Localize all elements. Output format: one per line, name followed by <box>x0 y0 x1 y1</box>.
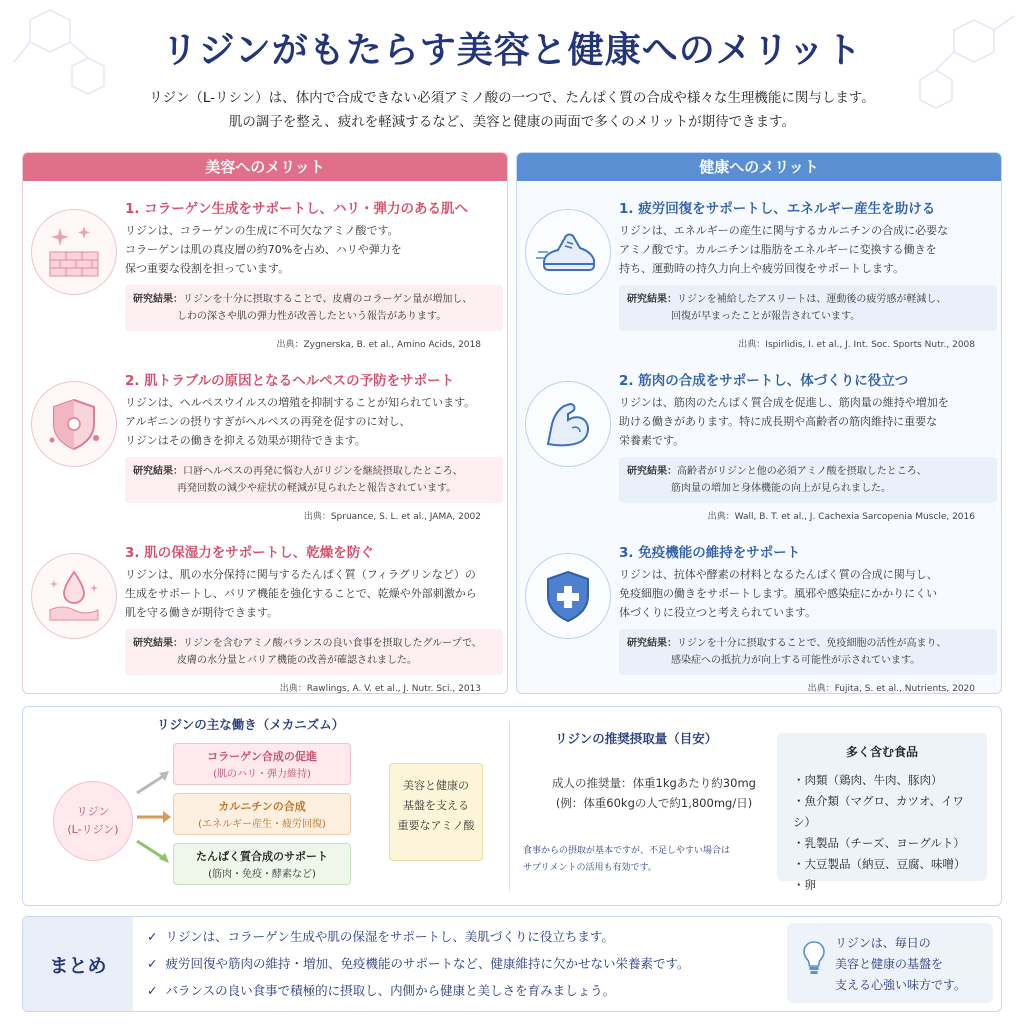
benefit-title: 3. 肌の保湿力をサポートし、乾燥を防ぐ <box>125 545 374 561</box>
research-result <box>125 629 503 675</box>
food-item: ・肉類（鶏肉、牛肉、豚肉） <box>793 773 943 787</box>
source-citation: 出典：Spruance, S. L. et al., JAMA, 2002 <box>303 512 481 522</box>
benefit-title: 2. 肌トラブルの原因となるヘルペスの予防をサポート <box>125 373 455 389</box>
description-line: コラーゲンは肌の真皮層の約70%を占め、ハリや弾力を <box>125 243 402 256</box>
intake-title: リジンの推奨摂取量（目安） <box>555 731 718 746</box>
health-item <box>517 369 1001 541</box>
mechanism-box-sub: (エネルギー産生・疲労回復) <box>198 819 326 830</box>
research-text: 高齢者がリジンと他の必須アミノ酸を摂取したところ、 <box>677 466 927 477</box>
research-label: 研究結果： <box>133 294 183 305</box>
foods-list <box>789 770 975 896</box>
summary-point <box>147 950 690 977</box>
summary-label: まとめ <box>23 917 133 1011</box>
research-result <box>125 457 503 503</box>
section-divider <box>509 721 510 891</box>
research-result <box>619 457 997 503</box>
source-citation: 出典：Wall, B. T. et al., J. Cachexia Sarcopenia Muscle, 2016 <box>707 512 975 522</box>
research-label: 研究結果： <box>133 466 183 477</box>
benefit-description <box>619 393 991 450</box>
tip-box <box>787 923 993 1003</box>
check-icon: ✓ <box>147 929 158 944</box>
muscle-arm-icon <box>525 381 611 467</box>
description-line: アルギニンの摂りすぎがヘルペスの再発を促すのに対し、 <box>125 415 411 428</box>
research-label: 研究結果： <box>133 638 183 649</box>
mechanism-box-carnitine <box>173 793 351 835</box>
intro-line: 肌の調子を整え、疲れを軽減するなど、美容と健康の両面で多くのメリットが期待できます。 <box>228 114 796 130</box>
beauty-panel <box>22 152 508 694</box>
benefit-title: 1. 疲労回復をサポートし、エネルギー産生を助ける <box>619 201 936 217</box>
tip-line: 美容と健康の基盤を <box>835 957 944 971</box>
intake-line: 成人の推奨量：体重1kgあたり約30mg <box>552 776 756 790</box>
beauty-item <box>23 541 507 694</box>
check-icon: ✓ <box>147 983 158 998</box>
description-line: リジンは、ヘルペスウイルスの増殖を抑制することが知られています。 <box>125 396 476 409</box>
research-label: 研究結果： <box>627 294 677 305</box>
food-item: ・卵 <box>793 878 816 892</box>
benefit-title: 1. コラーゲン生成をサポートし、ハリ・弾力のある肌へ <box>125 201 468 217</box>
beauty-panel-heading: 美容へのメリット <box>23 153 507 181</box>
tip-text <box>835 933 966 996</box>
health-panel <box>516 152 1002 694</box>
source-citation: 出典：Fujita, S. et al., Nutrients, 2020 <box>807 684 975 694</box>
description-line: 体づくりに役立つと考えられています。 <box>619 606 817 619</box>
description-line: 肌を守る働きが期待できます。 <box>125 606 279 619</box>
summary-point-text: リジンは、コラーゲン生成や肌の保湿をサポートし、美肌づくりに役立ちます。 <box>165 929 614 944</box>
summary-point-text: バランスの良い食事で積極的に摂取し、内側から健康と美しさを育みましょう。 <box>165 983 616 998</box>
foods-box <box>777 733 987 892</box>
mechanism-box-label: たんぱく質合成のサポート <box>196 850 328 863</box>
description-line: 持ち、運動時の持久力向上や疲労回復をサポートします。 <box>619 262 905 275</box>
description-line: 保つ重要な役割を担っています。 <box>125 262 290 275</box>
shield-cross-icon <box>525 553 611 639</box>
summary-point-text: 疲労回復や筋肉の維持・増加、免疫機能のサポートなど、健康維持に欠かせない栄養素です。 <box>165 956 690 971</box>
benefit-title: 2. 筋肉の合成をサポートし、体づくりに役立つ <box>619 373 909 389</box>
benefit-title: 3. 免疫機能の維持をサポート <box>619 545 801 561</box>
research-text: 皮膚の水分量とバリア機能の改善が確認されました。 <box>177 655 417 666</box>
description-line: リジンは、コラーゲンの生成に不可欠なアミノ酸です。 <box>125 224 399 237</box>
health-item <box>517 197 1001 369</box>
intro-line: リジン（L-リシン）は、体内で合成できない必須アミノ酸の一つで、たんぱく質の合成や様々な生理機能に関与します。 <box>149 90 875 106</box>
research-text: リジンを補給したアスリートは、運動後の疲労感が軽減し、 <box>677 294 947 305</box>
health-panel-heading: 健康へのメリット <box>517 153 1001 181</box>
arrow-icon <box>133 755 177 875</box>
description-line: アミノ酸です。カルニチンは脂肪をエネルギーに変換する働きを <box>619 243 937 256</box>
mechanism-box-sub: (肌のハリ・弾力維持) <box>213 769 311 780</box>
summary-point <box>147 923 690 950</box>
page-title: リジンがもたらす美容と健康へのメリット <box>161 29 863 71</box>
foods-title: 多く含む食品 <box>845 745 918 759</box>
mechanism-box-label: カルニチンの合成 <box>218 800 306 813</box>
lysine-sublabel: (L-リジン) <box>67 823 119 836</box>
source-citation: 出典：Ispirlidis, I. et al., J. Int. Soc. Sports Nutr., 2008 <box>738 340 975 350</box>
description-line: 免疫細胞の働きをサポートします。風邪や感染症にかかりにくい <box>619 587 938 600</box>
description-line: 生成をサポートし、バリア機能を強化することで、乾燥や外部刺激から <box>125 587 477 600</box>
benefit-description <box>619 221 991 278</box>
intake-note-line: サプリメントの活用も有効です。 <box>523 863 657 873</box>
description-line: 助ける働きがあります。特に成長期や高齢者の筋肉維持に重要な <box>619 415 938 428</box>
summary-list <box>147 923 690 1004</box>
summary-section <box>22 916 1002 1012</box>
research-text: 口唇ヘルペスの再発に悩む人がリジンを継続摂取したところ、 <box>183 466 463 477</box>
benefit-description <box>125 221 497 278</box>
source-citation: 出典：Rawlings, A. V. et al., J. Nutr. Sci., 2013 <box>279 684 481 694</box>
mechanism-result-line: 美容と健康の <box>403 779 469 792</box>
check-icon: ✓ <box>147 956 158 971</box>
mechanism-section <box>22 706 1002 906</box>
mechanism-result-line: 重要なアミノ酸 <box>397 819 475 832</box>
source-citation: 出典：Zygnerska, B. et al., Amino Acids, 2018 <box>276 340 481 350</box>
research-text: リジンを含むアミノ酸バランスの良い食事を摂取したグループで、 <box>183 638 482 649</box>
lysine-label: リジン <box>76 805 110 818</box>
running-shoe-icon <box>525 209 611 295</box>
tip-line: リジンは、毎日の <box>835 936 931 950</box>
research-text: 筋肉量の増加と身体機能の向上が見られました。 <box>671 483 891 494</box>
food-item: ・大豆製品（納豆、豆腐、味噌） <box>793 857 966 871</box>
research-text: 感染症への抵抗力が向上する可能性が示されています。 <box>671 655 921 666</box>
description-line: リジンは、肌の水分保持に関与するたんぱく質（フィラグリンなど）の <box>125 568 476 581</box>
food-item: ・魚介類（マグロ、カツオ、イワシ） <box>793 794 965 829</box>
description-line: 栄養素です。 <box>619 434 685 447</box>
research-label: 研究結果： <box>627 638 677 649</box>
research-result <box>125 285 503 331</box>
skin-sparkle-icon <box>31 209 117 295</box>
research-result <box>619 285 997 331</box>
intake-note-line: 食事からの摂取が基本ですが、不足しやすい場合は <box>523 846 731 856</box>
description-line: リジンはその働きを抑える効果が期待できます。 <box>125 434 366 447</box>
research-text: リジンを十分に摂取することで、免疫細胞の活性が高まり、 <box>677 638 947 649</box>
research-text: 再発回数の減少や症状の軽減が見られたと報告されています。 <box>177 483 457 494</box>
intro-text <box>0 86 1024 134</box>
intake-note <box>523 843 730 877</box>
research-result <box>619 629 997 675</box>
mechanism-result-line: 基盤を支える <box>403 799 469 812</box>
research-text: リジンを十分に摂取することで、皮膚のコラーゲン量が増加し、 <box>183 294 473 305</box>
beauty-item <box>23 369 507 541</box>
mechanism-box-collagen <box>173 743 351 785</box>
mechanism-title: リジンの主な働き（メカニズム） <box>157 717 345 732</box>
description-line: リジンは、筋肉のたんぱく質合成を促進し、筋肉量の維持や増加を <box>619 396 949 409</box>
benefit-description <box>619 565 991 622</box>
intake-text <box>539 773 769 813</box>
shield-virus-icon <box>31 381 117 467</box>
mechanism-box-label: コラーゲン合成の促進 <box>207 750 317 763</box>
mechanism-box-protein <box>173 843 351 885</box>
benefit-description <box>125 393 497 450</box>
research-label: 研究結果： <box>627 466 677 477</box>
description-line: リジンは、エネルギーの産生に関与するカルニチンの合成に必要な <box>619 224 949 237</box>
lysine-node <box>53 781 133 861</box>
food-item: ・乳製品（チーズ、ヨーグルト） <box>793 836 965 850</box>
mechanism-result-box <box>389 763 483 861</box>
description-line: リジンは、抗体や酵素の材料となるたんぱく質の合成に関与し、 <box>619 568 938 581</box>
health-item <box>517 541 1001 694</box>
beauty-item <box>23 197 507 369</box>
benefit-description <box>125 565 497 622</box>
intake-line: (例：体重60kgの人で約1,800mg/日) <box>555 796 753 810</box>
mechanism-box-sub: (筋肉・免疫・酵素など) <box>208 869 316 880</box>
research-text: 回復が早まったことが報告されています。 <box>671 311 861 322</box>
summary-point <box>147 977 690 1004</box>
lightbulb-icon <box>801 939 827 977</box>
water-drop-icon <box>31 553 117 639</box>
research-text: しわの深さや肌の弾力性が改善したという報告があります。 <box>177 311 447 322</box>
tip-line: 支える心強い味方です。 <box>835 978 967 992</box>
